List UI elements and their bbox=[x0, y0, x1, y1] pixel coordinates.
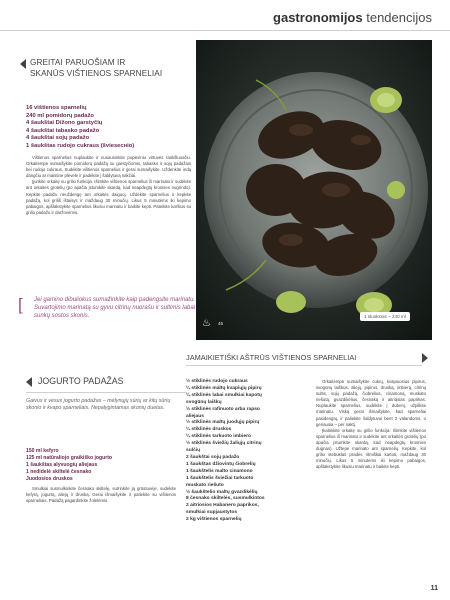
ingredient: 2 aitriosios Habanero paprikos, bbox=[186, 503, 259, 509]
recipe1-paragraph: Įjunkite orkaitę su grilio funkcija. Išimkite vištienos sparnelius iš marinato ir sudėkite ant orkaitės grotelių (po apačia įstumkite skardą, kad neapdegtų krosnies nugrindo). Kepkite padažu neuždengę ant orkaitės daiguoj. Uždėkite sparnelius ir kepkite padažą, kol griliš ištaisys ir maždaug 30 minučių. Likus 5 minutėms iki kepimo pabaigos, apšlakstykite sparnelius likusiu marinatu ir baikite kepti. Pateikite karštus su grilio padažu ir daržovėmis. bbox=[26, 179, 191, 215]
ingredient: 240 ml pomidorų padažo bbox=[26, 112, 94, 119]
ingredient: ½ stiklinės rafinuoto arba rapso bbox=[186, 406, 260, 412]
ingredient: 1 šaukštas alyvuogių aliejaus bbox=[26, 462, 98, 468]
recipe2-divider bbox=[186, 365, 422, 366]
ingredient: 125 ml natūraliojo graikiško jogurto bbox=[26, 455, 113, 461]
yogurt-title bbox=[26, 376, 124, 386]
recipe2-paragraph: Orkaitėmpe sumaišykite cukrų, kvapiuosius pipirus, svogūnų laiškus, aliejų, pipirus, druską, imbierą, citrinų sultis, sojų padažą, čiobrelius, cinamoną, muskato riešutą, gvazdikėlius, česnaką ir aitriąsias paprikas. Nuplaukite sparnelius, sudėkite į dubenį, užpilkite marinatu. Viską gerai išmaišykite, kad sparneliai pasidengtų, ir paliekite šaldytuvui bent 2 valandoms, o geriausia – per naktį. bbox=[316, 379, 426, 427]
recipe1-ingredients bbox=[26, 105, 191, 151]
ingredient: ¼ stiklinės labai smulkiai kapotų bbox=[186, 392, 262, 398]
page-number: 11 bbox=[430, 585, 438, 592]
header-rest: tendencijos bbox=[362, 10, 432, 25]
recipe2-title bbox=[186, 353, 416, 362]
ingredient: 1 šaukštelis šviežiai tarkuoto bbox=[186, 475, 254, 481]
header-divider bbox=[0, 30, 450, 31]
header-bold: gastronomijos bbox=[273, 10, 363, 25]
recipe1-title-line1: GREITAI PARUOŠIAM IR bbox=[30, 58, 126, 67]
ingredient: 2 šaukštai sojų padažo bbox=[186, 454, 240, 460]
recipe2-paragraph: Įkaitinkite orkaitę su grilio funkcija. Išimkite vištienos sparnelius iš marinato ir sudėkite ant orkaitės grotelių (po apačia įstumkite skardą, kad neapdegtų krosnies dugnas). Užtepe marinato ant sparnelių. Kepkite, kol grilio stebuklas pradės ritmiškai kartoti, maždaug 30 minučių. Likus 5 minutėms iki kepimo pabaigos, apšlakstykite likusiu marinatu ir baikite kepti. bbox=[316, 427, 426, 470]
ingredient: ½ šaukštelio maltų gvazdikėlių bbox=[186, 489, 258, 495]
recipe1-body bbox=[26, 155, 191, 216]
yogurt-quote: Gaivus ir vėsus jogurto padažas – mėlynųjų sūrių ar kitų sūrių skonio ir kvapo sparneliais. Nepalygintamas skonių duetas. bbox=[26, 398, 171, 412]
triangle-right-icon bbox=[422, 353, 428, 363]
recipe2-body bbox=[316, 379, 426, 470]
ingredient: 1 šaukštas džiovintų čiobrelių bbox=[186, 461, 256, 467]
ingredient: ½ stiklinės šviežių žaliųjų citrinų bbox=[186, 441, 262, 447]
recipe1-title-line2: SKANŪS VIŠTIENOS SPARNELIAI bbox=[30, 68, 163, 78]
ingredient: 4 šaukštai tabasko padažo bbox=[26, 127, 100, 134]
recipe2-title-text: JAMAIKIETIŠKI AŠTRŪS VIŠTIENOS SPARNELIAI bbox=[186, 353, 357, 362]
yogurt-divider bbox=[26, 392, 186, 393]
ingredient: 16 vištienos sparnelių bbox=[26, 105, 87, 111]
ingredient: sulčių bbox=[186, 448, 201, 454]
bracket-icon: [ bbox=[18, 295, 23, 314]
ingredient: ½ stiklinės rudojo cukraus bbox=[186, 379, 248, 384]
ingredient: 8 česnako skiltelės, susmulkintos bbox=[186, 496, 265, 502]
ingredient: 2 kg vištienos sparnelių bbox=[186, 517, 242, 523]
pull-quote-text: Jei gamino dibuliokus sumažinkite kaip padengsite marinatu. Suvartojimo marinatą su gyvu citrinų nuorašu ir sultimis labai sunkų sostos skonis. bbox=[34, 297, 196, 319]
ingredient: 1 nedidelė skiltelė česnako bbox=[26, 469, 92, 475]
ingredient: 150 ml kefyro bbox=[26, 448, 59, 454]
photo-badge: 1 sluoksnis ~ 240 ml bbox=[360, 312, 410, 321]
ingredient: aliejaus bbox=[186, 413, 204, 419]
photo-illustration bbox=[196, 40, 432, 340]
triangle-left-icon bbox=[20, 59, 26, 69]
ingredient: muskato riešuto bbox=[186, 482, 224, 488]
section-header bbox=[273, 10, 432, 25]
recipe2-ingredients bbox=[186, 379, 301, 524]
yogurt-title-text: JOGURTO PADAŽAS bbox=[38, 376, 124, 386]
ingredient: Juodosios druskos bbox=[26, 476, 73, 482]
triangle-left-icon bbox=[26, 377, 32, 387]
pull-quote bbox=[18, 296, 196, 320]
ingredient: svogūnų laiškų bbox=[186, 399, 222, 405]
ingredient: ¼ stiklinės tarkuoto imbiero bbox=[186, 434, 251, 440]
yogurt-body: Smulkiai susmulkinkite česnako skiltelę, sutrinkite ją grūstuvėje, sudėkite kefyrą, jogurtą, aliejų ir druską. Gerai išmaišykite ir patiekite su vištienos sparneliais. Padažą pagardinkite žolelėmis. bbox=[26, 486, 176, 504]
ingredient: 4 šaukštai sojų padažo bbox=[26, 135, 90, 142]
photo-time: 45 bbox=[218, 321, 223, 326]
chef-icon: ♨ bbox=[202, 318, 211, 329]
ingredient: 4 šaukštai Dižono garstyčių bbox=[26, 120, 103, 127]
ingredient: 1 šaukštelis malto cinamono bbox=[186, 468, 253, 474]
recipe1-paragraph: Vištienos sparnelius nuplaukite ir nusausinkite popieriniu virtuvės rankšluosčiu. Orkaitėmpe sumaišykite pomidorų padažą su garstyčiomis, tabasko ir sojų padažais bei rudojo cukraus. Sudėkite vištienos sparnelius ir gerai sumaišykite. Uždenkite indą dangčiu ar maistine plėvele ir padėkite į šaldytuvą nakčiai. bbox=[26, 155, 191, 179]
ingredient: ¼ stiklinės druskos bbox=[186, 427, 232, 433]
ingredient: 1 šaukštas rudojo cukraus (švieseснio) bbox=[26, 142, 135, 149]
ingredient: ¼ stiklinės maltų kvapiųjų pipirų bbox=[186, 385, 262, 391]
yogurt-ingredients bbox=[26, 448, 191, 483]
chicken-wings-photo bbox=[196, 40, 432, 340]
recipe1-title bbox=[20, 58, 195, 79]
ingredient: smulkiai supjaustytos bbox=[186, 510, 238, 516]
ingredient: ½ stiklinės maltų juodųjų pipirų bbox=[186, 420, 260, 426]
